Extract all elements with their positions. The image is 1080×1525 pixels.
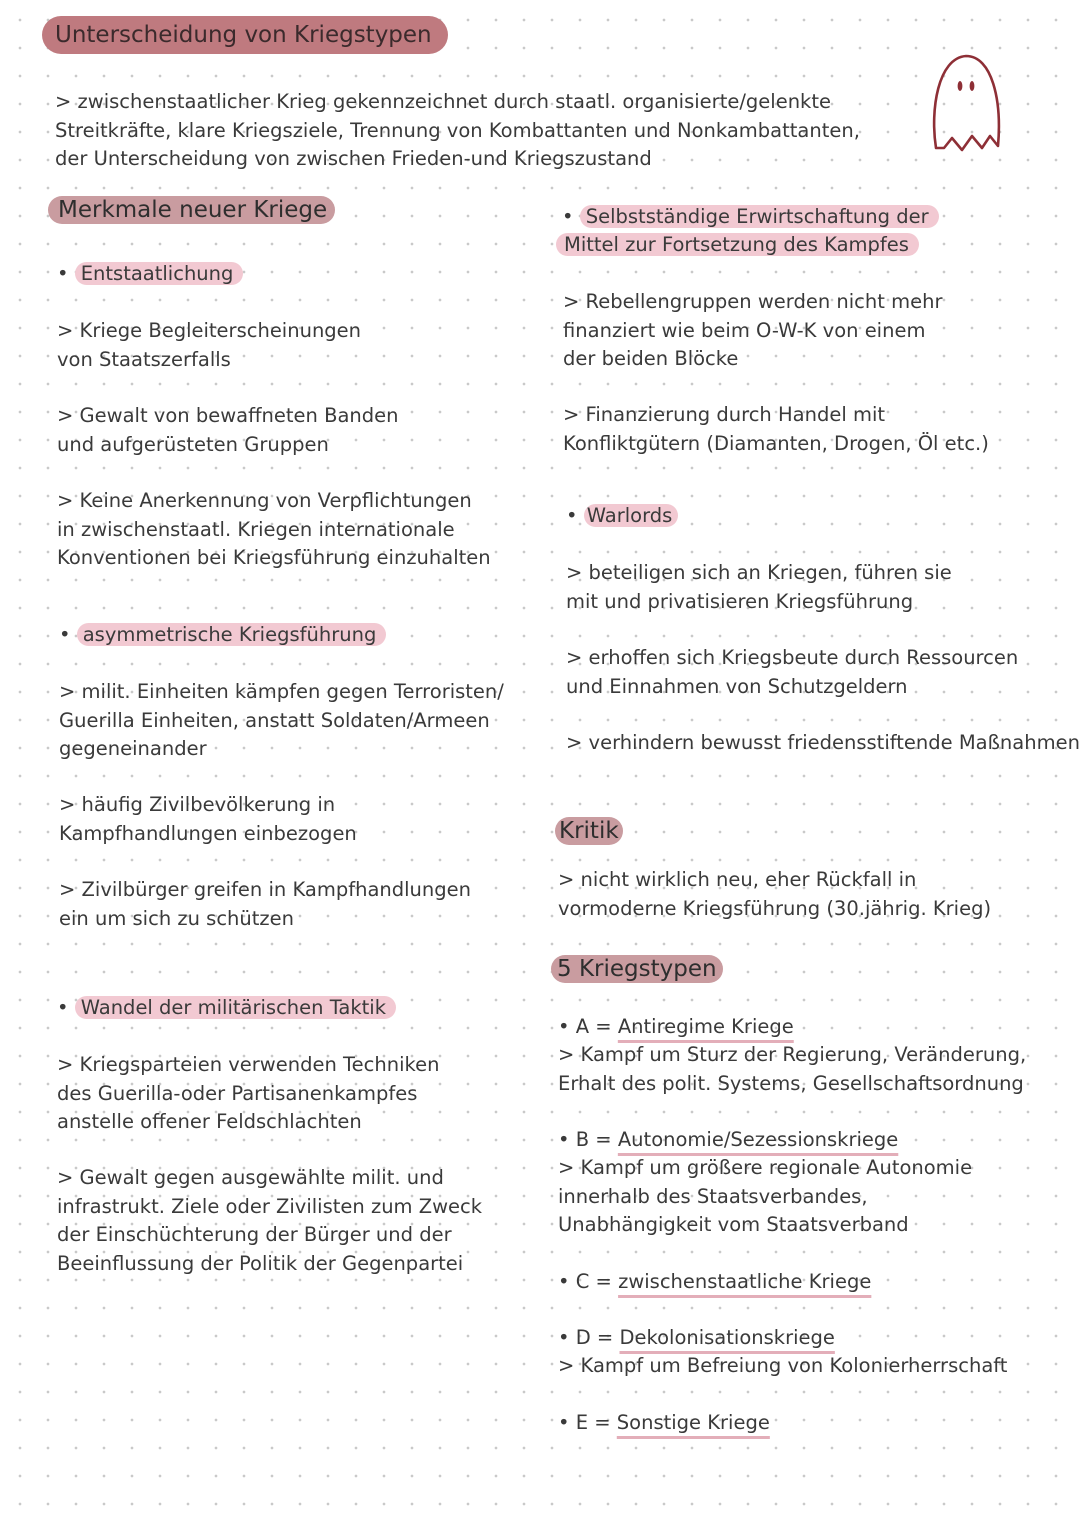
highlight-label: Wandel der militärischen Taktik bbox=[75, 996, 396, 1019]
paragraph bbox=[566, 559, 952, 616]
text-line: Konventionen bei Kriegsführung einzuhalten bbox=[57, 546, 491, 569]
bullet-dot: • bbox=[558, 1411, 570, 1434]
bullet-dot: • bbox=[566, 504, 578, 527]
text-line: innerhalb des Staatsverbandes, bbox=[558, 1184, 868, 1208]
paragraph bbox=[57, 402, 399, 459]
text-line: mit und privatisieren Kriegsführung bbox=[566, 589, 914, 613]
paragraph bbox=[57, 1164, 482, 1278]
intro-text bbox=[55, 88, 860, 174]
paragraph bbox=[558, 1352, 1007, 1381]
text-line: gegeneinander bbox=[59, 737, 207, 760]
text-line: > Gewalt gegen ausgewählte milit. und bbox=[57, 1166, 444, 1189]
text-line: vormoderne Kriegsführung (30.jährig. Krieg) bbox=[558, 896, 992, 920]
paragraph bbox=[558, 1041, 1026, 1098]
text-line: finanziert wie beim O-W-K von einem bbox=[563, 318, 926, 342]
paragraph bbox=[59, 791, 357, 848]
type-name: Sonstige Kriege bbox=[616, 1411, 770, 1434]
section-heading-merkmale: Merkmale neuer Kriege bbox=[48, 196, 335, 224]
section-heading-kriegstypen: 5 Kriegstypen bbox=[551, 955, 723, 983]
bullet-dot: • bbox=[558, 1128, 570, 1151]
text-line: Guerilla Einheiten, anstatt Soldaten/Armeen bbox=[59, 708, 490, 732]
kriegstyp-c bbox=[558, 1268, 871, 1297]
intro-line: der Unterscheidung von zwischen Frieden-und Kriegszustand bbox=[55, 147, 652, 170]
type-name: Autonomie/Sezessionskriege bbox=[617, 1128, 899, 1151]
paragraph bbox=[59, 876, 471, 933]
text-line: von Staatszerfalls bbox=[57, 347, 231, 371]
text-line: > Kampf um Befreiung von Kolonierherrschaft bbox=[558, 1354, 1008, 1377]
text-line: und aufgerüsteten Gruppen bbox=[57, 432, 329, 456]
bullet-dot: • bbox=[59, 623, 71, 646]
paragraph bbox=[566, 729, 1080, 758]
type-name: zwischenstaatliche Kriege bbox=[618, 1270, 872, 1293]
paragraph bbox=[563, 288, 942, 374]
text-line: > nicht wirklich neu, eher Rückfall in bbox=[558, 868, 917, 891]
bullet-dot: • bbox=[558, 1326, 570, 1349]
bullet-warlords bbox=[566, 502, 678, 531]
paragraph bbox=[57, 317, 361, 374]
text-line: > Rebellengruppen werden nicht mehr bbox=[563, 290, 943, 313]
text-line: > Finanzierung durch Handel mit bbox=[563, 403, 886, 426]
text-line: Kampfhandlungen einbezogen bbox=[59, 821, 357, 845]
paragraph bbox=[57, 487, 491, 573]
ghost-icon bbox=[926, 50, 1008, 160]
text-line: infrastrukt. Ziele oder Zivilisten zum Zweck bbox=[57, 1194, 483, 1218]
highlight-label: Warlords bbox=[584, 504, 679, 527]
bullet-asymmetrisch bbox=[59, 621, 386, 650]
highlight-label: Entstaatlichung bbox=[75, 262, 244, 285]
text-line: der beiden Blöcke bbox=[563, 347, 739, 370]
kriegstyp-a bbox=[558, 1013, 794, 1042]
bullet-wandel bbox=[57, 994, 396, 1023]
text-line: > häufig Zivilbevölkerung in bbox=[59, 793, 336, 816]
intro-line: Streitkräfte, klare Kriegsziele, Trennung von Kombattanten und Nonkambattanten, bbox=[55, 118, 860, 142]
bullet-dot: • bbox=[558, 1015, 570, 1038]
highlight-label: asymmetrische Kriegsführung bbox=[77, 623, 387, 646]
type-key: C = bbox=[575, 1270, 612, 1293]
text-line: > Kriegsparteien verwenden Techniken bbox=[57, 1053, 440, 1076]
bullet-dot: • bbox=[558, 1270, 570, 1293]
text-line: der Einschüchterung der Bürger und der bbox=[57, 1223, 452, 1246]
kriegstyp-e bbox=[558, 1409, 770, 1438]
intro-line: > zwischenstaatlicher Krieg gekennzeichnet durch staatl. organisierte/gelenkte bbox=[55, 90, 831, 113]
text-line: > beteiligen sich an Kriegen, führen sie bbox=[566, 561, 952, 584]
type-name: Dekolonisationskriege bbox=[619, 1326, 835, 1349]
text-line: Erhalt des polit. Systems, Gesellschaftsordnung bbox=[558, 1071, 1024, 1095]
text-line: ein um sich zu schützen bbox=[59, 906, 295, 930]
text-line: > Keine Anerkennung von Verpflichtungen bbox=[57, 489, 472, 512]
paragraph bbox=[558, 1154, 972, 1240]
text-line: > verhindern bewusst friedensstiftende Maßnahmen bbox=[566, 731, 1080, 754]
bullet-dot: • bbox=[57, 262, 69, 285]
text-line: > Kampf um größere regionale Autonomie bbox=[558, 1156, 973, 1179]
text-line: > Kampf um Sturz der Regierung, Veränderung, bbox=[558, 1043, 1027, 1066]
text-line: und Einnahmen von Schutzgeldern bbox=[566, 674, 908, 698]
text-line: anstelle offener Feldschlachten bbox=[57, 1110, 362, 1133]
bullet-selbststaendig bbox=[562, 203, 939, 232]
highlight-label: Mittel zur Fortsetzung des Kampfes bbox=[556, 233, 919, 256]
type-key: A = bbox=[575, 1015, 612, 1038]
kriegstyp-b bbox=[558, 1126, 898, 1155]
text-line: > Kriege Begleiterscheinungen bbox=[57, 319, 362, 342]
text-line: Konfliktgütern (Diamanten, Drogen, Öl etc.) bbox=[563, 431, 989, 455]
text-line: in zwischenstaatl. Kriegen internationale bbox=[57, 517, 455, 541]
section-heading-kritik: Kritik bbox=[555, 817, 623, 845]
paragraph bbox=[59, 678, 504, 764]
kriegstyp-d bbox=[558, 1324, 835, 1353]
text-line: > milit. Einheiten kämpfen gegen Terroristen/ bbox=[59, 680, 504, 703]
text-line: Unabhängigkeit vom Staatsverband bbox=[558, 1213, 909, 1236]
type-key: B = bbox=[575, 1128, 612, 1151]
type-key: E = bbox=[575, 1411, 611, 1434]
text-line: > erhoffen sich Kriegsbeute durch Ressourcen bbox=[566, 646, 1019, 669]
type-name: Antiregime Kriege bbox=[617, 1015, 794, 1038]
highlight-label: Selbstständige Erwirtschaftung der bbox=[580, 205, 939, 228]
paragraph bbox=[57, 1051, 439, 1137]
bullet-entstaatlichung bbox=[57, 260, 243, 289]
page-title: Unterscheidung von Kriegstypen bbox=[42, 16, 448, 54]
text-line: Beeinflussung der Politik der Gegenpartei bbox=[57, 1251, 464, 1275]
paragraph bbox=[563, 401, 989, 458]
text-line: > Gewalt von bewaffneten Banden bbox=[57, 404, 399, 427]
bullet-selbststaendig-line2 bbox=[556, 231, 919, 260]
type-key: D = bbox=[575, 1326, 614, 1349]
paragraph bbox=[558, 866, 991, 923]
text-line: des Guerilla-oder Partisanenkampfes bbox=[57, 1081, 418, 1105]
bullet-dot: • bbox=[562, 205, 574, 228]
text-line: > Zivilbürger greifen in Kampfhandlungen bbox=[59, 878, 472, 901]
bullet-dot: • bbox=[57, 996, 69, 1019]
paragraph bbox=[566, 644, 1018, 701]
